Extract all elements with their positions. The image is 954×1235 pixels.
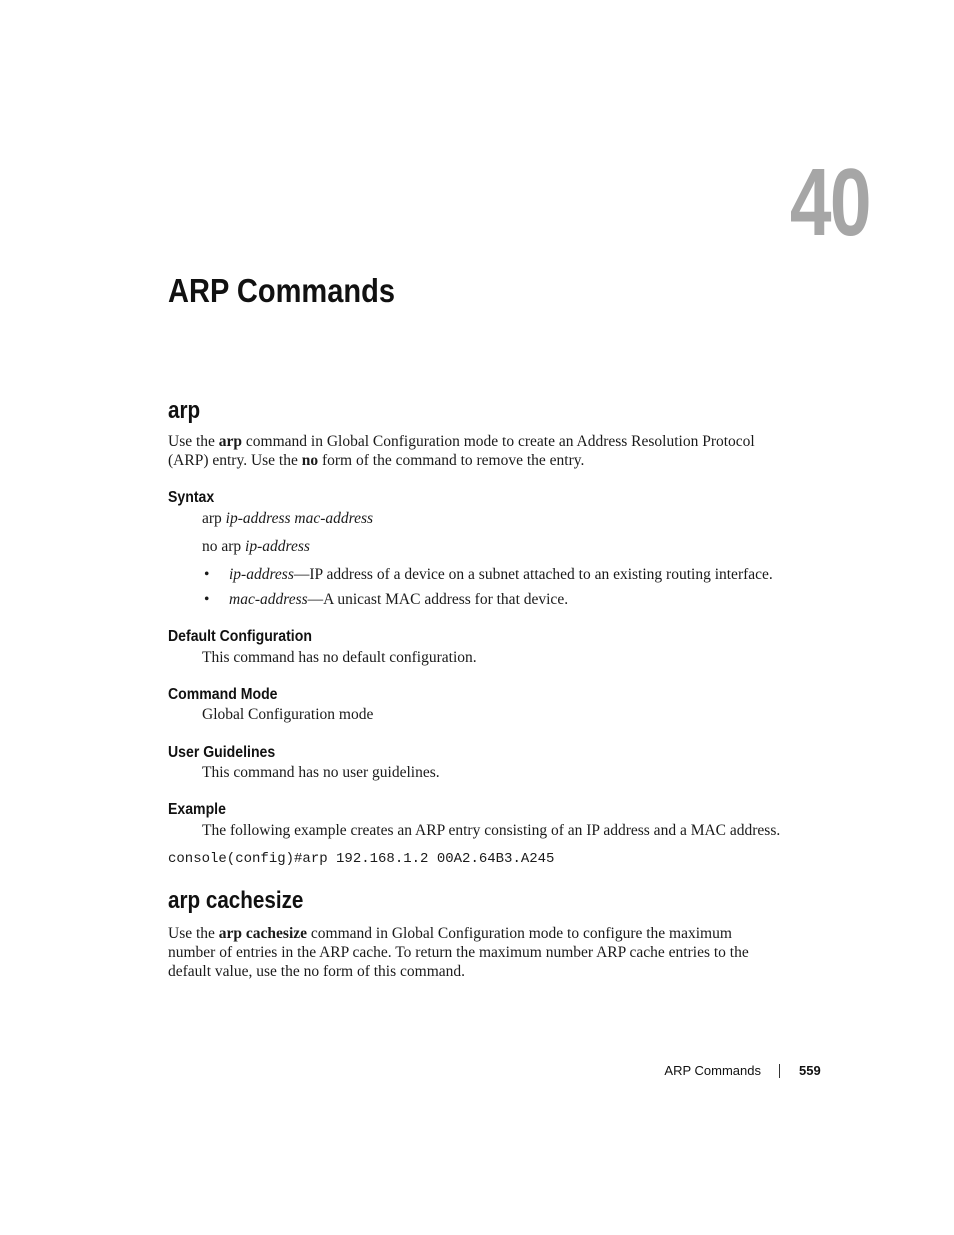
footer-separator xyxy=(779,1064,780,1078)
bullet-item-ip-address: ip-address—IP address of a device on a subnet attached to an existing routing interface. xyxy=(229,566,773,583)
syntax-line-arp: arp ip-address mac-address xyxy=(202,510,374,527)
page-number: 559 xyxy=(799,1063,821,1078)
syntax-line-no-arp: no arp ip-address xyxy=(202,538,310,555)
bullet-marker: • xyxy=(204,591,210,608)
default-configuration-text: This command has no default configuration. xyxy=(202,649,477,666)
bullet-marker: • xyxy=(204,566,210,583)
arp-intro-paragraph: Use the arp command in Global Configuration mode to create an Address Resolution Protocol (ARP) entry. Use the no form of the command to remove the entry. xyxy=(168,433,755,469)
user-guidelines-heading: User Guidelines xyxy=(168,744,276,761)
example-text: The following example creates an ARP entry consisting of an IP address and a MAC address. xyxy=(202,822,781,839)
syntax-heading: Syntax xyxy=(168,489,215,506)
command-mode-heading: Command Mode xyxy=(168,686,278,703)
arp-cachesize-intro-paragraph: Use the arp cachesize command in Global Configuration mode to configure the maximum number of entries in the ARP cache. To return the maximum number ARP cache entries to the default value, use the no form of this command. xyxy=(168,925,749,980)
chapter-number: 40 xyxy=(789,149,870,256)
section-heading-arp: arp xyxy=(168,397,201,424)
command-mode-text: Global Configuration mode xyxy=(202,706,374,723)
footer-section-title: ARP Commands xyxy=(664,1063,761,1078)
default-configuration-heading: Default Configuration xyxy=(168,628,312,645)
example-code: console(config)#arp 192.168.1.2 00A2.64B3.A245 xyxy=(168,851,555,867)
user-guidelines-text: This command has no user guidelines. xyxy=(202,764,440,781)
section-heading-arp-cachesize: arp cachesize xyxy=(168,887,304,914)
chapter-title: ARP Commands xyxy=(168,272,395,309)
example-heading: Example xyxy=(168,801,226,818)
bullet-item-mac-address: mac-address—A unicast MAC address for that device. xyxy=(229,591,569,608)
